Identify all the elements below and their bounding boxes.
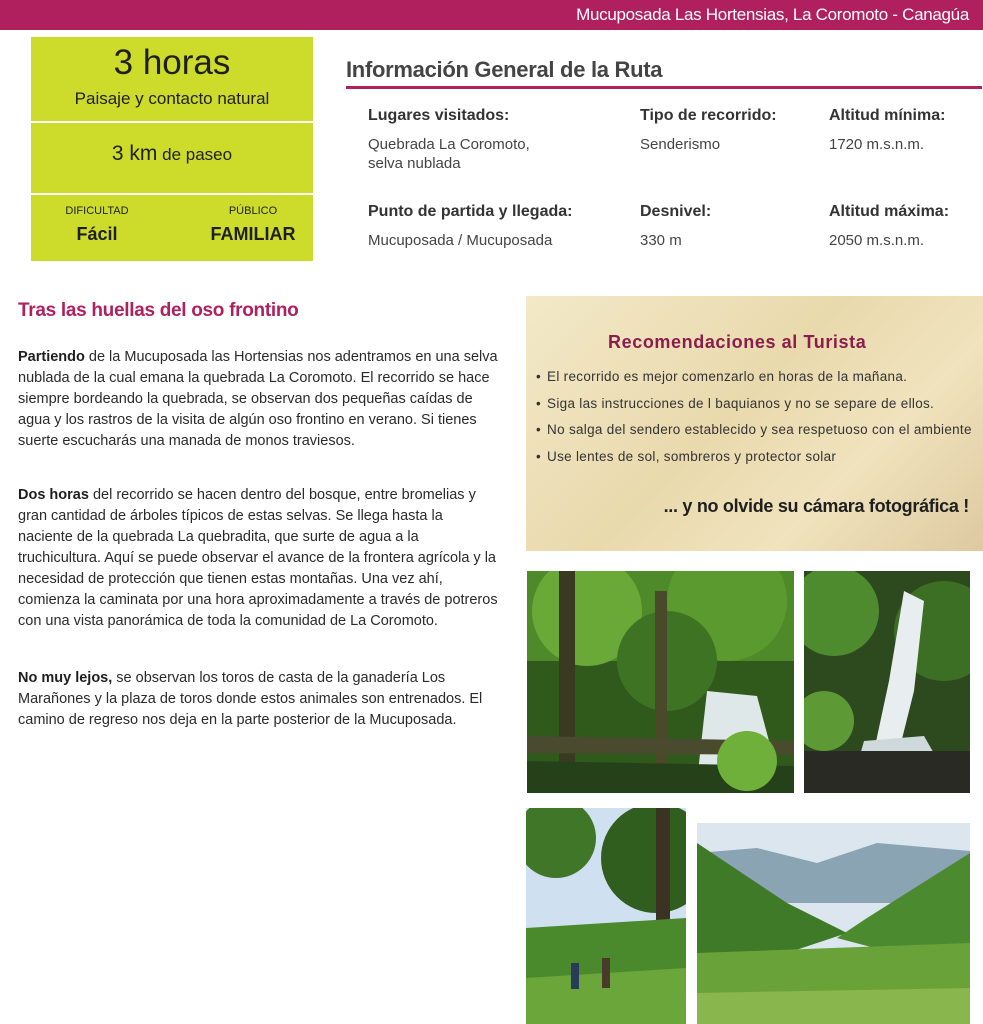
paragraph-text: del recorrido se hacen dentro del bosque, entre bromelias y gran cantidad de árboles típicos de estas selvas. Se llega hasta la naciente de la quebrada La quebradita, que surte de agua a la truchicultura. Aquí se puede observar el avance de la frontera agrícola y la necesidad de protección que tienen estas montañas. Una vez ahí, comienza la caminata por una hora aproximadamente a través de potreros con una vista panorámica de toda la comunidad de La Coromoto.: [18, 487, 498, 629]
waterfall-photo: [804, 571, 970, 793]
field-label-start-end: Punto de partida y llegada:: [368, 203, 573, 220]
paragraph-lead: Partiendo: [18, 349, 85, 365]
field-label-elevation-gain: Desnivel:: [640, 203, 712, 220]
paragraph-lead: No muy lejos,: [18, 670, 113, 686]
field-label-max-altitude: Altitud máxima:: [829, 203, 950, 220]
recommendation-item: • No salga del sendero establecido y sea respetuoso con el ambiente: [536, 422, 972, 437]
valley-landscape-photo: [697, 823, 970, 1024]
recommendation-item: • Siga las instrucciones de l baquianos y no se separe de ellos.: [536, 396, 935, 411]
difficulty-value: Fácil: [76, 224, 118, 244]
route-summary-box: [31, 37, 313, 261]
field-value-route-type: Senderismo: [640, 136, 721, 153]
story-paragraph: [18, 668, 498, 731]
recommendations-closing: ... y no olvide su cámara fotográfica !: [663, 496, 969, 516]
distance-line: [31, 142, 313, 166]
field-value-places: Quebrada La Coromoto, selva nublada: [368, 136, 530, 172]
bullet-icon: •: [536, 449, 542, 464]
story-paragraph: [18, 347, 498, 452]
distance-value: 3 km: [111, 142, 158, 165]
recommendation-item: • Use lentes de sol, sombreros y protector solar: [536, 449, 837, 464]
difficulty-label: DIFICULTAD: [65, 205, 129, 217]
field-label-places: Lugares visitados:: [368, 107, 510, 124]
forest-stream-photo: [527, 571, 794, 793]
field-value-min-altitude: 1720 m.s.n.m.: [829, 136, 925, 153]
recommendation-item: • El recorrido es mejor comenzarlo en horas de la mañana.: [536, 369, 908, 384]
field-label-min-altitude: Altitud mínima:: [829, 107, 946, 124]
title-underline: [346, 86, 982, 89]
audience-label: PÚBLICO: [228, 205, 278, 217]
field-value-start-end: Mucuposada / Mucuposada: [368, 232, 553, 249]
paragraph-lead: Dos horas: [18, 487, 89, 503]
field-value-elevation-gain: 330 m: [640, 232, 682, 249]
divider: [31, 121, 313, 123]
header-title: Mucuposada Las Hortensias, La Coromoto - Canagúa: [576, 5, 969, 24]
route-info-title: Información General de la Ruta: [346, 57, 663, 82]
paragraph-text: de la Mucuposada las Hortensias nos adentramos en una selva nublada de la cual emana la quebrada La Coromoto. El recorrido se hace siempre bordeando la quebrada, se observan dos pequeñas caídas de agua y los rastros de la visita de algún oso frontino en verano. Si tienes suerte escucharás una manada de monos traviesos.: [18, 349, 498, 449]
distance-suffix: de paseo: [162, 145, 233, 164]
bullet-icon: •: [536, 369, 542, 384]
story-title: Tras las huellas del oso frontino: [18, 300, 299, 321]
divider: [31, 193, 313, 195]
hikers-forest-photo: [526, 808, 686, 1024]
story-paragraph: [18, 485, 498, 632]
duration-value: 3 horas: [113, 43, 231, 82]
field-value-max-altitude: 2050 m.s.n.m.: [829, 232, 925, 249]
bullet-icon: •: [536, 396, 542, 411]
paragraph-text: se observan los toros de casta de la ganadería Los Marañones y la plaza de toros donde estos animales son entrenados. El camino de regreso nos deja en la parte posterior de la Mucuposada.: [18, 670, 483, 728]
duration-subtitle: Paisaje y contacto natural: [74, 89, 270, 108]
audience-value: FAMILIAR: [210, 224, 296, 244]
bullet-icon: •: [536, 422, 542, 437]
field-label-route-type: Tipo de recorrido:: [640, 107, 777, 124]
recommendations-title: Recomendaciones al Turista: [608, 332, 867, 352]
